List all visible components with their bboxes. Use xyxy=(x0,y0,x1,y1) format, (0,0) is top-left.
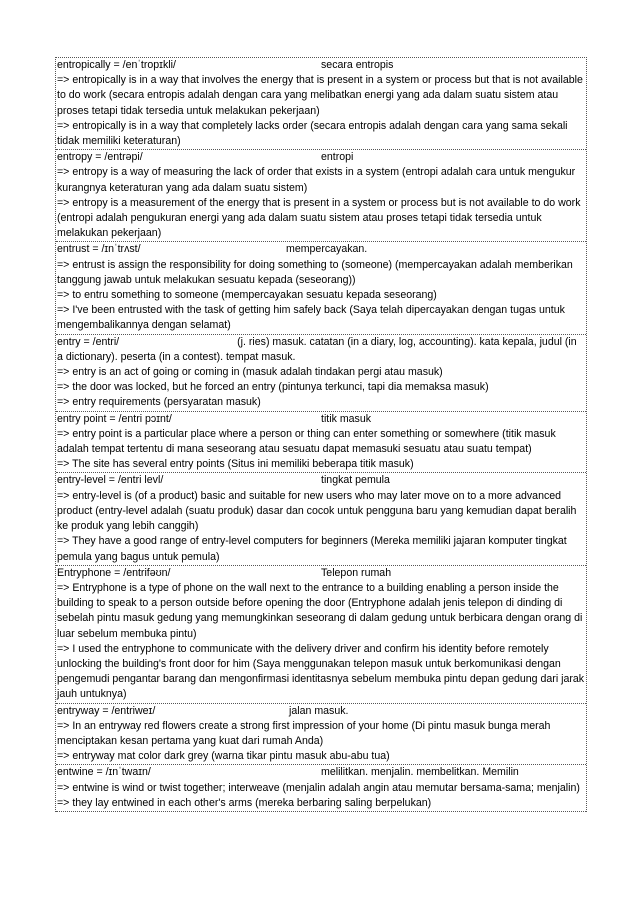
headword: entropically = /enˈtropɪkli/ xyxy=(57,59,176,71)
headword: entry-level = /entri levl/ xyxy=(57,474,164,487)
meaning: titik masuk xyxy=(321,412,372,425)
entry-line: => they lay entwined in each other's arms (mereka berbaring saling berpelukan) xyxy=(57,796,432,809)
headword: entry = /entri/ xyxy=(57,335,120,348)
headword: entry point = /entri pɔɪnt/ xyxy=(57,412,172,425)
entry-header xyxy=(57,412,585,427)
entry-line: => I've been entrusted with the task of getting him safely back (Saya telah dipercayakan dengan tugas untuk mengembalikannya dengan selamat) xyxy=(57,304,565,332)
entry-line: => entropy is a way of measuring the lack of order that exists in a system (entropi adalah cara untuk mengukur kurangnya keteraturan yang ada dalam suatu sistem) xyxy=(57,166,576,194)
entry-header xyxy=(57,765,585,780)
entry-header xyxy=(57,566,585,581)
entry-line: => entropically is in a way that involves the energy that is present in a system or process but that is not available to do work (secara entropis adalah dengan cara yang melibatkan energi yang ada dalam suatu sistem atau proses tetapi tidak tersedia untuk melakukan pekerjaan) xyxy=(57,74,583,117)
entry-line: => entry point is a particular place where a person or thing can enter something or somewhere (titik masuk adalah tempat tertentu di mana seseorang atau sesuatu dapat memasuki sesuatu atau suatu tempat) xyxy=(57,427,556,456)
entry-line: => Entryphone is a type of phone on the wall next to the entrance to a building enabling a person inside the building to speak to a person outside before opening the door (Entryphone adalah jenis telepon di dinding di sebelah pintu masuk gedung yang memungkinkan seseorang di dalam gedung untuk berbicara dengan orang di luar sebelum membuka pintu) xyxy=(57,581,583,640)
headword: entropy = /entrəpi/ xyxy=(57,151,143,164)
entry-header xyxy=(57,150,585,165)
meaning: mempercayakan. xyxy=(286,243,368,256)
entry-line: => entropy is a measurement of the energy that is present in a system or process but is not available to do work (entropi adalah pengukuran energi yang ada dalam suatu sistem atau proses tetapi tidak tersedia untuk melakukan pekerjaan) xyxy=(57,196,581,240)
dictionary-entry xyxy=(56,335,586,412)
headword: entwine = /ɪnˈtwaɪn/ xyxy=(57,766,151,779)
entry-line: => entry is an act of going or coming in (masuk adalah tindakan pergi atau masuk) xyxy=(57,366,443,379)
entry-header xyxy=(57,473,585,488)
meaning: secara entropis xyxy=(321,59,394,71)
entry-line: => I used the entryphone to communicate with the delivery driver and confirm his identity before remotely unlocking the building's front door for him (Saya menggunakan telepon masuk untuk berkomunikasi dengan pengemudi pengantar barang dan mengonfirmasi identitasnya sebelum membuka pintu depan gedung dari jarak jauh untuknya) xyxy=(57,642,585,701)
entry-line: => They have a good range of entry-level computers for beginners (Mereka memiliki jajaran komputer tingkat pemula yang bagus untuk pemula) xyxy=(57,535,567,563)
meaning: jalan masuk. xyxy=(289,704,349,717)
entry-line: => to entru something to someone (mempercayakan sesuatu kepada seseorang) xyxy=(57,289,437,302)
entry-line: => entry-level is (of a product) basic and suitable for new users who may later move on to a more advanced product (entry-level adalah (suatu produk) dasar dan cocok untuk pengguna baru yang kemudian dapat beralih ke produk yang lebih canggih) xyxy=(57,489,577,533)
dictionary-entry xyxy=(56,566,586,704)
entry-line: => the door was locked, but he forced an entry (pintunya terkunci, tapi dia memaksa masuk) xyxy=(57,381,489,394)
entry-line: => entrust is assign the responsibility for doing something to (someone) (mempercayakan adalah memberikan tanggung jawab untuk melakukan sesuatu kepada (seseorang)) xyxy=(57,258,573,286)
entry-header xyxy=(57,335,585,365)
entry-line: => entwine is wind or twist together; interweave (menjalin adalah angin atau memutar bersama-sama; menjalin) xyxy=(57,781,580,794)
entry-line: => entryway mat color dark grey (warna tikar pintu masuk abu-abu tua) xyxy=(57,750,390,763)
dictionary-entry xyxy=(56,58,586,150)
dictionary-entry xyxy=(56,765,586,812)
entry-line: => entry requirements (persyaratan masuk) xyxy=(57,396,261,409)
meaning: (j. ries) masuk. catatan (in a diary, log, accounting). kata kepala, judul (in a dictionary). peserta (in a contest). tempat masuk. xyxy=(57,335,577,363)
dictionary-entry xyxy=(56,704,586,766)
dictionary-entry xyxy=(56,473,586,565)
entry-header xyxy=(57,58,585,73)
meaning: melilitkan. menjalin. membelitkan. Memilin xyxy=(321,766,519,779)
meaning: Telepon rumah xyxy=(321,566,392,579)
entry-line: => entropically is in a way that completely lacks order (secara entropis adalah dengan cara yang sama sekali tidak memiliki keteraturan) xyxy=(57,119,568,148)
meaning: entropi xyxy=(321,151,354,164)
entry-line: => The site has several entry points (Situs ini memiliki beberapa titik masuk) xyxy=(57,458,414,471)
entry-header xyxy=(57,242,585,257)
dictionary-table xyxy=(55,57,587,812)
headword: entryway = /entriweɪ/ xyxy=(57,704,156,717)
headword: entrust = /ɪnˈtrʌst/ xyxy=(57,243,141,256)
headword: Entryphone = /entrifəʊn/ xyxy=(57,566,171,579)
dictionary-entry xyxy=(56,150,586,242)
dictionary-entry xyxy=(56,242,586,334)
meaning: tingkat pemula xyxy=(321,474,390,487)
dictionary-entry xyxy=(56,412,586,474)
entry-line: => In an entryway red flowers create a strong first impression of your home (Di pintu masuk bunga merah menciptakan kesan pertama yang kuat dari rumah Anda) xyxy=(57,719,551,747)
entry-header xyxy=(57,704,585,719)
